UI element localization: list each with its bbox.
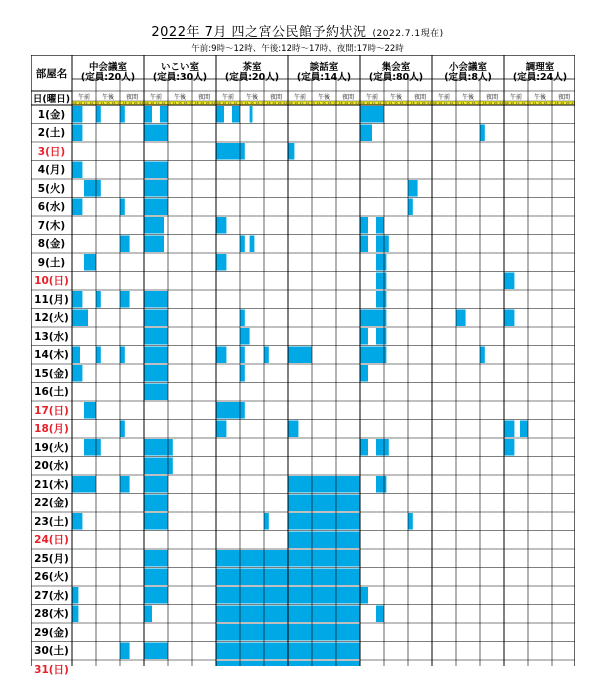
hour-label: 13 xyxy=(382,101,387,105)
hour-label: 10 xyxy=(366,101,371,105)
day-label: 6(水) xyxy=(37,201,66,214)
booking-block xyxy=(376,236,389,253)
room-header xyxy=(432,55,504,91)
room-column-header: 部屋名 xyxy=(35,67,68,80)
hour-label: 14 xyxy=(172,101,177,105)
period-label: 午後 xyxy=(389,93,402,101)
hour-label: 20 xyxy=(349,101,354,105)
booking-block xyxy=(232,106,240,123)
booking-block xyxy=(360,587,368,604)
booking-block xyxy=(360,236,368,253)
booking-block xyxy=(144,236,164,253)
room-header xyxy=(144,55,216,91)
day-label: 23(土) xyxy=(34,515,69,528)
booking-block xyxy=(264,513,269,530)
booking-block xyxy=(144,125,168,142)
period-label: 夜間 xyxy=(197,93,210,101)
booking-block xyxy=(144,106,152,123)
hour-label: 11 xyxy=(371,101,376,105)
booking-block xyxy=(144,384,168,401)
hour-label: 21 xyxy=(427,101,432,105)
booking-block xyxy=(120,347,125,364)
room-name: 調理室 xyxy=(525,62,555,74)
day-label: 2(土) xyxy=(37,127,66,140)
hour-label: 11 xyxy=(443,101,448,105)
day-label: 14(木) xyxy=(34,349,69,362)
hour-label: 18 xyxy=(122,101,127,105)
booking-block xyxy=(288,143,294,160)
booking-block xyxy=(120,236,130,253)
hour-label: 12 xyxy=(377,101,382,105)
hour-label: 13 xyxy=(166,101,171,105)
day-label: 30(土) xyxy=(34,645,69,658)
booking-block xyxy=(250,236,255,253)
day-label: 13(水) xyxy=(34,330,69,343)
booking-block xyxy=(288,569,360,586)
hour-label: 17 xyxy=(261,101,265,105)
hour-label: 20 xyxy=(133,101,138,105)
booking-block xyxy=(288,532,360,549)
period-label: 夜間 xyxy=(269,93,282,101)
booking-block xyxy=(216,624,288,641)
booking-block xyxy=(288,624,360,641)
period-label: 午前 xyxy=(437,93,450,101)
hour-label: 15 xyxy=(250,101,254,105)
hour-label: 13 xyxy=(526,101,531,105)
day-label: 21(木) xyxy=(34,478,69,491)
date-column-header: 日(曜日) xyxy=(32,94,71,105)
booking-block xyxy=(288,643,360,660)
hour-label: 14 xyxy=(244,101,249,105)
hour-label: 14 xyxy=(388,101,393,105)
hour-label: 14 xyxy=(316,101,321,105)
hour-label: 17 xyxy=(405,101,409,105)
booking-block xyxy=(216,106,224,123)
period-label: 午前 xyxy=(509,93,522,101)
hour-label: 10 xyxy=(150,101,155,105)
booking-block xyxy=(216,347,226,364)
hour-label: 10 xyxy=(510,101,515,105)
hour-label: 13 xyxy=(454,101,459,105)
booking-block xyxy=(240,236,245,253)
day-label: 15(金) xyxy=(34,367,69,380)
hour-label: 20 xyxy=(277,101,282,105)
booking-block xyxy=(376,606,384,623)
period-label: 午前 xyxy=(221,93,234,101)
booking-block xyxy=(288,661,360,666)
page-title xyxy=(0,21,595,40)
hour-label: 15 xyxy=(394,101,398,105)
room-name: 談話室 xyxy=(309,62,339,74)
day-label: 1(金) xyxy=(37,108,66,121)
hour-label: 18 xyxy=(194,101,199,105)
booking-block xyxy=(144,550,168,567)
period-label: 午前 xyxy=(77,93,90,101)
booking-block xyxy=(504,273,514,290)
period-label: 午後 xyxy=(317,93,330,101)
booking-block xyxy=(360,365,368,382)
hour-label: 17 xyxy=(117,101,121,105)
day-label: 17(日) xyxy=(34,404,69,417)
booking-block xyxy=(288,587,360,604)
room-capacity: (定員:20人) xyxy=(80,72,136,83)
booking-block xyxy=(144,328,168,345)
hour-label: 19 xyxy=(416,101,421,105)
hour-label: 10 xyxy=(294,101,299,105)
booking-block xyxy=(360,347,386,364)
booking-block xyxy=(376,291,386,308)
hour-label: 20 xyxy=(421,101,426,105)
period-label: 午前 xyxy=(149,93,162,101)
booking-block xyxy=(96,291,101,308)
hour-label: 19 xyxy=(560,101,565,105)
day-label: 31(日) xyxy=(34,663,69,676)
room-name: いこい室 xyxy=(160,62,199,74)
hour-label: 09 xyxy=(360,101,365,105)
hour-label: 11 xyxy=(515,101,520,105)
booking-block xyxy=(360,217,368,234)
hour-label: 21 xyxy=(571,101,576,105)
booking-block xyxy=(408,199,413,216)
title-text: 2022年 7月 四之宮公民館予約状況 xyxy=(151,25,367,40)
hour-label: 21 xyxy=(211,101,216,105)
period-label: 午後 xyxy=(461,93,474,101)
hour-label: 15 xyxy=(466,101,470,105)
hour-label: 15 xyxy=(322,101,326,105)
booking-block xyxy=(240,347,245,364)
booking-block xyxy=(120,199,125,216)
hour-label: 09 xyxy=(216,101,221,105)
hour-label: 21 xyxy=(139,101,144,105)
hour-label: 16 xyxy=(255,101,260,105)
hour-label: 19 xyxy=(128,101,133,105)
hour-label: 21 xyxy=(283,101,288,105)
booking-block xyxy=(216,402,245,419)
booking-block xyxy=(288,347,312,364)
booking-block xyxy=(72,347,80,364)
room-capacity: (定員:80人) xyxy=(368,72,424,83)
hour-label: 16 xyxy=(471,101,476,105)
hour-label: 13 xyxy=(310,101,315,105)
booking-block xyxy=(360,125,372,142)
hour-label: 18 xyxy=(482,101,487,105)
day-label: 3(日) xyxy=(37,145,66,158)
booking-block xyxy=(120,476,130,493)
day-label: 20(水) xyxy=(34,460,69,473)
room-header xyxy=(360,55,432,91)
day-label: 22(金) xyxy=(34,497,69,510)
period-label: 午後 xyxy=(173,93,186,101)
booking-block xyxy=(72,310,88,327)
hour-label: 17 xyxy=(477,101,481,105)
hour-label: 16 xyxy=(543,101,548,105)
booking-block xyxy=(504,439,514,456)
booking-block xyxy=(240,310,245,327)
room-header xyxy=(288,55,360,91)
booking-block xyxy=(144,439,173,456)
booking-block xyxy=(216,569,288,586)
booking-block xyxy=(84,402,96,419)
booking-block xyxy=(216,254,226,271)
booking-block xyxy=(288,476,360,493)
booking-block xyxy=(144,606,152,623)
hour-label: 14 xyxy=(532,101,537,105)
booking-block xyxy=(360,310,386,327)
booking-block xyxy=(96,106,101,123)
booking-block xyxy=(408,513,413,530)
period-label: 午後 xyxy=(245,93,258,101)
booking-block xyxy=(120,291,130,308)
day-label: 9(土) xyxy=(37,256,66,269)
hour-label: 11 xyxy=(299,101,304,105)
hour-label: 19 xyxy=(200,101,205,105)
hour-label: 19 xyxy=(488,101,493,105)
booking-block xyxy=(144,569,168,586)
booking-block xyxy=(216,143,245,160)
hour-label: 16 xyxy=(399,101,404,105)
booking-block xyxy=(376,217,384,234)
booking-block xyxy=(144,310,168,327)
hour-label: 18 xyxy=(554,101,559,105)
hour-label: 20 xyxy=(205,101,210,105)
hour-label: 09 xyxy=(432,101,437,105)
time-period-legend: 午前:9時～12時、午後:12時～17時、夜間:17時～22時 xyxy=(191,44,404,54)
day-label: 27(水) xyxy=(34,589,69,602)
room-capacity: (定員:30人) xyxy=(152,72,208,83)
day-label: 19(火) xyxy=(34,441,69,454)
booking-blocks xyxy=(72,106,528,666)
booking-block xyxy=(144,365,168,382)
hour-label: 21 xyxy=(499,101,504,105)
day-label: 7(木) xyxy=(37,219,66,232)
day-label: 28(木) xyxy=(34,608,69,621)
hour-label: 10 xyxy=(78,101,83,105)
period-label: 夜間 xyxy=(341,93,354,101)
booking-block xyxy=(120,106,125,123)
hour-label: 09 xyxy=(144,101,149,105)
hour-label: 12 xyxy=(449,101,454,105)
booking-block xyxy=(360,106,384,123)
period-label: 夜間 xyxy=(413,93,426,101)
period-label: 午前 xyxy=(365,93,378,101)
booking-block xyxy=(504,310,514,327)
booking-block xyxy=(360,439,368,456)
booking-block xyxy=(144,217,164,234)
hour-label: 11 xyxy=(83,101,88,105)
hour-label: 15 xyxy=(106,101,110,105)
room-capacity: (定員:8人) xyxy=(444,72,492,83)
booking-block xyxy=(72,476,96,493)
period-label: 午前 xyxy=(293,93,306,101)
room-header xyxy=(72,55,144,91)
booking-block xyxy=(120,421,125,438)
booking-block xyxy=(216,421,226,438)
booking-block xyxy=(504,421,514,438)
booking-block xyxy=(144,347,168,364)
hour-label: 21 xyxy=(355,101,360,105)
room-name: 小会議室 xyxy=(448,62,487,74)
period-label: 夜間 xyxy=(557,93,570,101)
booking-block xyxy=(288,606,360,623)
hour-label: 16 xyxy=(327,101,332,105)
booking-block xyxy=(144,458,173,475)
booking-block xyxy=(288,495,360,512)
day-label: 25(月) xyxy=(34,552,69,565)
booking-block xyxy=(216,661,288,666)
period-label: 午後 xyxy=(533,93,546,101)
booking-block xyxy=(216,550,288,567)
hour-label: 12 xyxy=(305,101,310,105)
booking-block xyxy=(84,439,101,456)
hour-label: 15 xyxy=(178,101,182,105)
booking-block xyxy=(240,328,250,345)
hour-label: 20 xyxy=(493,101,498,105)
hour-label: 18 xyxy=(266,101,271,105)
hour-label: 12 xyxy=(161,101,166,105)
room-name: 中会議室 xyxy=(88,62,127,74)
room-header xyxy=(216,55,288,91)
hour-label: 11 xyxy=(155,101,160,105)
hour-label: 12 xyxy=(89,101,94,105)
booking-block xyxy=(72,513,82,530)
room-capacity: (定員:14人) xyxy=(296,72,352,83)
hour-label: 19 xyxy=(272,101,277,105)
booking-block xyxy=(144,162,168,179)
booking-block xyxy=(376,439,389,456)
booking-block xyxy=(216,217,226,234)
booking-block xyxy=(216,587,288,604)
hour-label: 20 xyxy=(565,101,570,105)
booking-block xyxy=(360,328,368,345)
hour-label: 16 xyxy=(183,101,188,105)
hour-label: 14 xyxy=(460,101,465,105)
hour-label: 17 xyxy=(549,101,553,105)
booking-block xyxy=(144,643,168,660)
booking-block xyxy=(72,199,82,216)
booking-block xyxy=(144,513,168,530)
period-label: 夜間 xyxy=(125,93,138,101)
hour-label: 12 xyxy=(233,101,238,105)
booking-block xyxy=(480,347,485,364)
day-label: 24(日) xyxy=(34,534,69,547)
booking-block xyxy=(84,254,96,271)
booking-block xyxy=(216,643,288,660)
booking-block xyxy=(84,180,101,197)
booking-block xyxy=(72,606,78,623)
booking-block xyxy=(72,587,78,604)
hour-label: 09 xyxy=(504,101,509,105)
hour-label: 10 xyxy=(222,101,227,105)
booking-block xyxy=(376,476,386,493)
booking-block xyxy=(288,421,298,438)
hour-label: 18 xyxy=(410,101,415,105)
booking-block xyxy=(376,328,386,345)
day-label: 26(火) xyxy=(34,571,69,584)
booking-block xyxy=(144,476,168,493)
booking-block xyxy=(240,365,245,382)
booking-block xyxy=(96,347,101,364)
booking-block xyxy=(144,180,168,197)
booking-block xyxy=(72,125,82,142)
booking-block xyxy=(72,162,82,179)
booking-block xyxy=(408,180,418,197)
room-capacity: (定員:20人) xyxy=(224,72,280,83)
day-label: 29(金) xyxy=(34,626,69,639)
room-capacity: (定員:24人) xyxy=(512,72,568,83)
room-name: 集会室 xyxy=(381,62,411,74)
period-label: 午後 xyxy=(101,93,114,101)
booking-block xyxy=(264,347,269,364)
booking-block xyxy=(288,550,360,567)
hour-label: 16 xyxy=(111,101,116,105)
hour-label: 14 xyxy=(100,101,105,105)
day-label: 5(火) xyxy=(37,182,66,195)
hour-label: 17 xyxy=(189,101,193,105)
booking-block xyxy=(520,421,528,438)
day-label: 16(土) xyxy=(34,386,69,399)
hour-label: 15 xyxy=(538,101,542,105)
booking-block xyxy=(376,273,386,290)
booking-block xyxy=(72,106,82,123)
day-label: 4(月) xyxy=(37,164,66,177)
booking-block xyxy=(144,291,168,308)
booking-block xyxy=(480,125,485,142)
period-label: 夜間 xyxy=(485,93,498,101)
booking-block xyxy=(376,254,386,271)
booking-block xyxy=(72,291,82,308)
as-of-date: (2022.7.1現在) xyxy=(372,29,444,39)
day-label: 18(月) xyxy=(34,423,69,436)
hour-label: 11 xyxy=(227,101,232,105)
hour-label: 17 xyxy=(333,101,337,105)
booking-block xyxy=(216,606,288,623)
day-label: 10(日) xyxy=(34,275,69,288)
hour-label: 13 xyxy=(238,101,243,105)
booking-block xyxy=(456,310,466,327)
booking-block xyxy=(144,495,168,512)
room-name: 茶室 xyxy=(242,62,262,74)
booking-block xyxy=(72,365,82,382)
hour-label: 09 xyxy=(72,101,77,105)
booking-block xyxy=(120,643,130,660)
room-header xyxy=(504,55,576,91)
hour-label: 09 xyxy=(288,101,293,105)
hour-label: 18 xyxy=(338,101,343,105)
booking-block xyxy=(288,513,360,530)
day-label: 12(火) xyxy=(34,312,69,325)
hour-label: 19 xyxy=(344,101,349,105)
booking-block xyxy=(160,106,168,123)
hour-label: 10 xyxy=(438,101,443,105)
booking-block xyxy=(250,106,253,123)
booking-block xyxy=(144,199,168,216)
booking-block xyxy=(144,587,168,604)
title-underline xyxy=(162,38,390,39)
day-label: 8(金) xyxy=(37,238,66,251)
reservation-grid xyxy=(31,55,575,666)
hour-label: 13 xyxy=(94,101,99,105)
day-label: 11(月) xyxy=(34,293,69,306)
hour-label: 12 xyxy=(521,101,526,105)
